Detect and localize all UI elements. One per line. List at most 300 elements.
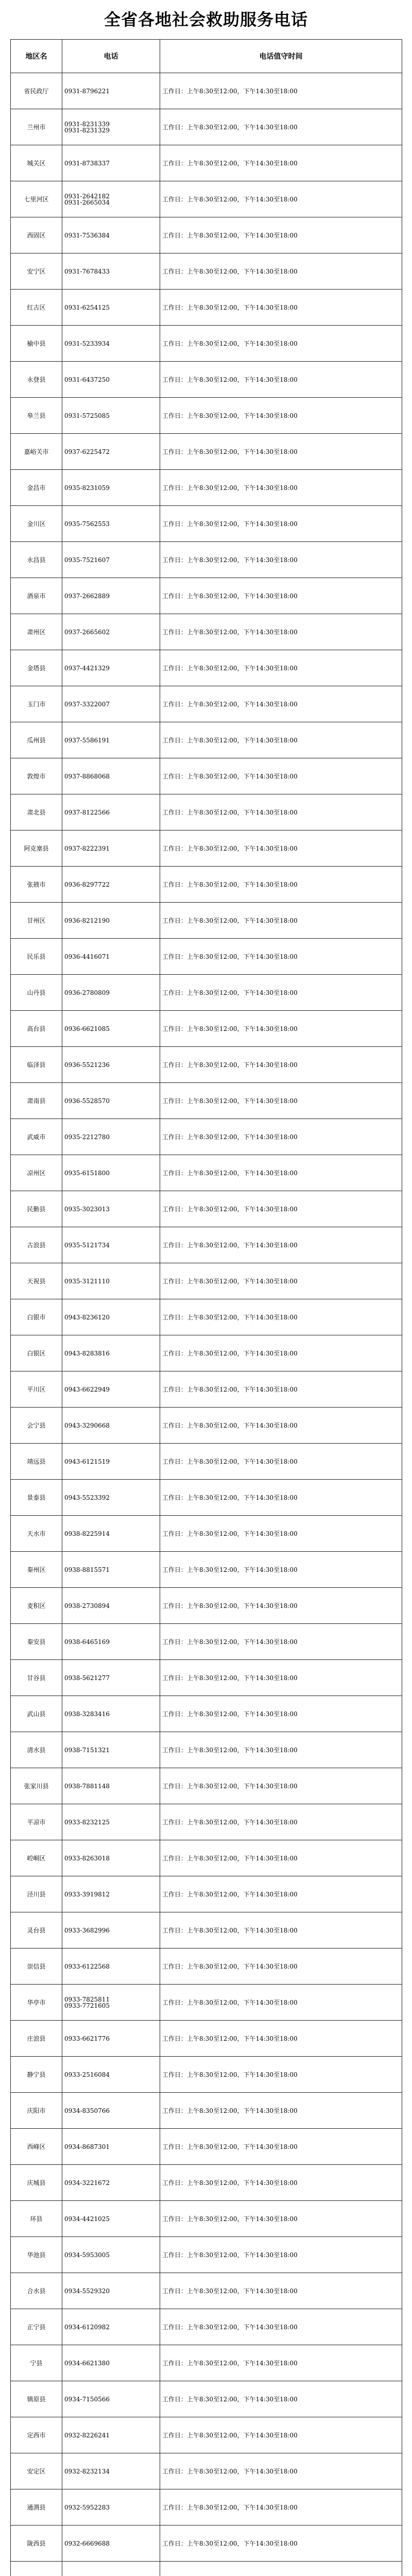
phone-cell <box>62 2526 160 2562</box>
phone-number[interactable]: 0943-8283816 <box>64 1349 110 1357</box>
region-name: 泾川县 <box>11 1876 62 1912</box>
region-name: 陇西县 <box>11 2526 62 2562</box>
phone-number[interactable]: 0936-5528570 <box>64 1097 110 1105</box>
table-row <box>11 1660 402 1696</box>
region-name: 古浪县 <box>11 1227 62 1263</box>
table-row <box>11 1552 402 1588</box>
phone-number[interactable]: 0934-5953005 <box>64 2251 110 2259</box>
phone-cell <box>62 1408 160 1444</box>
region-name: 环县 <box>11 2201 62 2237</box>
table-row <box>11 578 402 614</box>
service-hours: 工作日：上午8:30至12:00，下午14:30至18:00 <box>160 794 402 831</box>
table-row <box>11 2093 402 2129</box>
service-hours: 工作日：上午8:30至12:00，下午14:30至18:00 <box>160 1299 402 1335</box>
service-hours: 工作日：上午8:30至12:00，下午14:30至18:00 <box>160 326 402 362</box>
table-body <box>11 73 402 2576</box>
phone-cell <box>62 2093 160 2129</box>
table-row <box>11 217 402 253</box>
table-row <box>11 2381 402 2417</box>
region-name: 省民政厅 <box>11 73 62 109</box>
phone-cell <box>62 1552 160 1588</box>
phone-cell <box>62 794 160 831</box>
region-name: 灵台县 <box>11 1912 62 1948</box>
table-row <box>11 1804 402 1840</box>
table-row <box>11 470 402 506</box>
phone-number[interactable]: 0933-6621776 <box>64 2035 110 2042</box>
phone-number[interactable]: 0936-2780809 <box>64 989 110 996</box>
service-hours: 工作日：上午8:30至12:00，下午14:30至18:00 <box>160 2417 402 2453</box>
phone-cell <box>62 1516 160 1552</box>
phone-number[interactable]: 0936-6621085 <box>64 1025 110 1032</box>
phone-number[interactable]: 0937-3322007 <box>64 700 110 708</box>
table-row <box>11 2489 402 2526</box>
table-row <box>11 145 402 181</box>
table-row <box>11 1155 402 1191</box>
phone-number[interactable]: 0935-8231059 <box>64 484 110 492</box>
phone-number[interactable]: 0936-8297722 <box>64 880 110 888</box>
service-hours: 工作日：上午8:30至12:00，下午14:30至18:00 <box>160 1912 402 1948</box>
region-name: 华亭市 <box>11 1985 62 2021</box>
phone-number[interactable]: 0931-8796221 <box>64 87 110 95</box>
phone-number[interactable]: 0931-8231339 <box>64 120 110 128</box>
region-name: 张掖市 <box>11 867 62 903</box>
phone-cell <box>62 975 160 1011</box>
service-hours: 工作日：上午8:30至12:00，下午14:30至18:00 <box>160 2093 402 2129</box>
phone-cell <box>62 1335 160 1371</box>
service-hours: 工作日：上午8:30至12:00，下午14:30至18:00 <box>160 2057 402 2093</box>
region-name: 庄浪县 <box>11 2021 62 2057</box>
phone-cell <box>62 1444 160 1480</box>
phone-number[interactable]: 0943-6121519 <box>64 1458 110 1465</box>
table-row <box>11 290 402 326</box>
service-hours: 工作日：上午8:30至12:00，下午14:30至18:00 <box>160 758 402 794</box>
phone-number[interactable]: 0931-6254125 <box>64 303 110 311</box>
phone-number[interactable]: 0934-8687301 <box>64 2143 110 2150</box>
service-hours: 工作日：上午8:30至12:00，下午14:30至18:00 <box>160 1804 402 1840</box>
service-hours: 工作日：上午8:30至12:00，下午14:30至18:00 <box>160 1263 402 1299</box>
service-hours: 工作日：上午8:30至12:00，下午14:30至18:00 <box>160 1588 402 1624</box>
phone-number[interactable]: 0934-8350766 <box>64 2107 110 2114</box>
service-hours: 工作日：上午8:30至12:00，下午14:30至18:00 <box>160 2165 402 2201</box>
phone-cell <box>62 109 160 145</box>
service-hours: 工作日：上午8:30至12:00，下午14:30至18:00 <box>160 1876 402 1912</box>
region-name: 崆峒区 <box>11 1840 62 1876</box>
phone-cell <box>62 253 160 290</box>
table-row <box>11 1191 402 1227</box>
hotline-table <box>10 39 402 2576</box>
phone-number[interactable]: 0933-3919812 <box>64 1890 110 1898</box>
phone-number[interactable]: 0935-7521607 <box>64 556 110 564</box>
phone-cell <box>62 2021 160 2057</box>
table-row <box>11 939 402 975</box>
table-row <box>11 434 402 470</box>
region-name: 平凉市 <box>11 1804 62 1840</box>
region-name: 秦州区 <box>11 1552 62 1588</box>
phone-number[interactable]: 0933-8232125 <box>64 1818 110 1826</box>
phone-cell <box>62 1768 160 1804</box>
table-row <box>11 1768 402 1804</box>
phone-cell <box>62 326 160 362</box>
phone-cell <box>62 939 160 975</box>
phone-number[interactable]: 0933-2516084 <box>64 2071 110 2078</box>
table-row <box>11 1408 402 1444</box>
table-row <box>11 2021 402 2057</box>
phone-cell <box>62 2273 160 2309</box>
phone-cell <box>62 362 160 398</box>
table-row <box>11 1624 402 1660</box>
phone-number[interactable]: 0943-3290668 <box>64 1421 110 1429</box>
phone-number[interactable]: 0931-8231329 <box>64 126 110 134</box>
region-name: 镇原县 <box>11 2381 62 2417</box>
region-name: 山丹县 <box>11 975 62 1011</box>
region-name: 七里河区 <box>11 181 62 217</box>
region-name: 永登县 <box>11 362 62 398</box>
phone-number[interactable]: 0937-5586191 <box>64 736 110 744</box>
service-hours: 工作日：上午8:30至12:00，下午14:30至18:00 <box>160 1011 402 1047</box>
table-row <box>11 1299 402 1335</box>
region-name: 靖远县 <box>11 1444 62 1480</box>
region-name: 永昌县 <box>11 542 62 578</box>
phone-number[interactable]: 0931-6437250 <box>64 376 110 383</box>
table-row <box>11 867 402 903</box>
phone-number[interactable]: 0934-6120982 <box>64 2323 110 2331</box>
region-name: 通渭县 <box>11 2489 62 2526</box>
service-hours: 工作日：上午8:30至12:00，下午14:30至18:00 <box>160 614 402 650</box>
table-row <box>11 326 402 362</box>
region-name: 庆阳市 <box>11 2093 62 2129</box>
region-name: 阿克塞县 <box>11 831 62 867</box>
phone-number[interactable]: 0936-4416071 <box>64 953 110 960</box>
service-hours: 工作日：上午8:30至12:00，下午14:30至18:00 <box>160 1985 402 2021</box>
table-row <box>11 975 402 1011</box>
phone-cell <box>62 1696 160 1732</box>
phone-number[interactable]: 0932-5952283 <box>64 2503 110 2511</box>
phone-number[interactable]: 0935-3023013 <box>64 1205 110 1213</box>
phone-cell <box>62 2381 160 2417</box>
service-hours: 工作日：上午8:30至12:00，下午14:30至18:00 <box>160 2453 402 2489</box>
phone-number[interactable]: 0931-5725085 <box>64 412 110 419</box>
phone-number[interactable]: 0936-5521236 <box>64 1061 110 1069</box>
phone-number[interactable]: 0935-3121110 <box>64 1277 110 1285</box>
phone-cell <box>62 434 160 470</box>
region-name: 平川区 <box>11 1371 62 1408</box>
service-hours: 工作日：上午8:30至12:00，下午14:30至18:00 <box>160 2021 402 2057</box>
service-hours: 工作日：上午8:30至12:00，下午14:30至18:00 <box>160 2237 402 2273</box>
region-name: 金塔县 <box>11 650 62 686</box>
service-hours: 工作日：上午8:30至12:00，下午14:30至18:00 <box>160 686 402 722</box>
phone-number[interactable]: 0935-2212780 <box>64 1133 110 1141</box>
table-row <box>11 109 402 145</box>
table-row <box>11 73 402 109</box>
region-name: 甘州区 <box>11 903 62 939</box>
phone-number[interactable]: 0931-5233934 <box>64 340 110 347</box>
table-row <box>11 1480 402 1516</box>
phone-cell <box>62 1660 160 1696</box>
region-name: 金川区 <box>11 506 62 542</box>
phone-cell <box>62 1985 160 2021</box>
phone-cell <box>62 181 160 217</box>
table-row <box>11 2345 402 2381</box>
table-row <box>11 794 402 831</box>
region-name: 金昌市 <box>11 470 62 506</box>
phone-cell <box>62 1047 160 1083</box>
region-name: 民勤县 <box>11 1191 62 1227</box>
phone-number[interactable]: 0934-5529320 <box>64 2287 110 2295</box>
service-hours: 工作日：上午8:30至12:00，下午14:30至18:00 <box>160 1696 402 1732</box>
phone-number[interactable]: 0938-8815571 <box>64 1566 110 1573</box>
phone-cell <box>62 542 160 578</box>
phone-cell <box>62 1155 160 1191</box>
region-name: 皋兰县 <box>11 398 62 434</box>
region-name: 嘉峪关市 <box>11 434 62 470</box>
phone-number[interactable]: 0943-5523392 <box>64 1494 110 1501</box>
phone-number[interactable]: 0935-7562553 <box>64 520 110 528</box>
service-hours: 工作日：上午8:30至12:00，下午14:30至18:00 <box>160 1948 402 1985</box>
service-hours: 工作日：上午8:30至12:00，下午14:30至18:00 <box>160 2526 402 2562</box>
table-row <box>11 1263 402 1299</box>
phone-cell <box>62 1191 160 1227</box>
phone-cell <box>62 758 160 794</box>
service-hours: 工作日：上午8:30至12:00，下午14:30至18:00 <box>160 2309 402 2345</box>
table-row <box>11 1227 402 1263</box>
region-name: 清水县 <box>11 1732 62 1768</box>
region-name: 肃北县 <box>11 794 62 831</box>
table-row <box>11 1083 402 1119</box>
table-row <box>11 1840 402 1876</box>
service-hours: 工作日：上午8:30至12:00，下午14:30至18:00 <box>160 253 402 290</box>
phone-number[interactable]: 0937-8868068 <box>64 772 110 780</box>
service-hours: 工作日：上午8:30至12:00，下午14:30至18:00 <box>160 290 402 326</box>
phone-number[interactable]: 0935-6151800 <box>64 1169 110 1177</box>
phone-number[interactable]: 0937-2665602 <box>64 628 110 636</box>
region-name: 临泽县 <box>11 1047 62 1083</box>
phone-cell <box>62 867 160 903</box>
phone-cell <box>62 1263 160 1299</box>
phone-number[interactable]: 0937-8222391 <box>64 844 110 852</box>
service-hours: 工作日：上午8:30至12:00，下午14:30至18:00 <box>160 1371 402 1408</box>
phone-cell <box>62 1011 160 1047</box>
region-name: 兰州市 <box>11 109 62 145</box>
table-row <box>11 1444 402 1480</box>
phone-cell <box>62 1624 160 1660</box>
table-header-row <box>11 40 402 73</box>
service-hours: 工作日：上午8:30至12:00，下午14:30至18:00 <box>160 2381 402 2417</box>
phone-number[interactable]: 0934-6621380 <box>64 2359 110 2367</box>
region-name: 甘谷县 <box>11 1660 62 1696</box>
service-hours: 工作日：上午8:30至12:00，下午14:30至18:00 <box>160 1335 402 1371</box>
service-hours: 工作日：上午8:30至12:00，下午14:30至18:00 <box>160 578 402 614</box>
table-row <box>11 1912 402 1948</box>
service-hours: 工作日：上午8:30至12:00，下午14:30至18:00 <box>160 217 402 253</box>
phone-cell <box>62 1588 160 1624</box>
phone-number[interactable]: 0933-7825811 <box>64 1995 110 2003</box>
phone-cell <box>62 2345 160 2381</box>
region-name: 天祝县 <box>11 1263 62 1299</box>
phone-cell <box>62 2453 160 2489</box>
region-name: 西固区 <box>11 217 62 253</box>
table-row <box>11 758 402 794</box>
phone-cell <box>62 2201 160 2237</box>
phone-cell <box>62 2129 160 2165</box>
table-row <box>11 1371 402 1408</box>
table-row <box>11 398 402 434</box>
region-name: 榆中县 <box>11 326 62 362</box>
service-hours: 工作日：上午8:30至12:00，下午14:30至18:00 <box>160 2129 402 2165</box>
region-name: 民乐县 <box>11 939 62 975</box>
phone-cell <box>62 722 160 758</box>
table-row <box>11 1876 402 1912</box>
table-row <box>11 1985 402 2021</box>
region-name: 华池县 <box>11 2237 62 2273</box>
table-row <box>11 2273 402 2309</box>
service-hours: 工作日：上午8:30至12:00，下午14:30至18:00 <box>160 109 402 145</box>
phone-cell <box>62 1299 160 1335</box>
service-hours: 工作日：上午8:30至12:00，下午14:30至18:00 <box>160 2489 402 2526</box>
table-row <box>11 2453 402 2489</box>
region-name: 敦煌市 <box>11 758 62 794</box>
phone-number[interactable]: 0933-8263018 <box>64 1854 110 1862</box>
phone-number[interactable]: 0933-6122568 <box>64 1962 110 1970</box>
phone-number[interactable]: 0943-6622949 <box>64 1385 110 1393</box>
phone-number[interactable]: 0937-8122566 <box>64 808 110 816</box>
phone-number[interactable]: 0938-6465169 <box>64 1638 110 1646</box>
table-row <box>11 1696 402 1732</box>
table-row <box>11 2129 402 2165</box>
table-row <box>11 2201 402 2237</box>
phone-cell <box>62 2562 160 2576</box>
table-row <box>11 506 402 542</box>
phone-number[interactable]: 0932-8232134 <box>64 2467 110 2475</box>
service-hours: 工作日：上午8:30至12:00，下午14:30至18:00 <box>160 181 402 217</box>
phone-number[interactable]: 0943-8236120 <box>64 1313 110 1321</box>
region-name: 凉州区 <box>11 1155 62 1191</box>
region-name: 宁县 <box>11 2345 62 2381</box>
table-row <box>11 2057 402 2093</box>
phone-cell <box>62 1912 160 1948</box>
region-name: 瓜州县 <box>11 722 62 758</box>
phone-number[interactable]: 0938-5621277 <box>64 1674 110 1682</box>
phone-cell <box>62 831 160 867</box>
phone-cell <box>62 650 160 686</box>
region-name: 安定区 <box>11 2453 62 2489</box>
phone-number[interactable]: 0938-2730894 <box>64 1602 110 1609</box>
phone-number[interactable]: 0932-6669688 <box>64 2539 110 2547</box>
service-hours: 工作日：上午8:30至12:00，下午14:30至18:00 <box>160 1119 402 1155</box>
region-name: 白银区 <box>11 1335 62 1371</box>
phone-number[interactable]: 0938-7881148 <box>64 1782 110 1790</box>
phone-number[interactable]: 0938-8225914 <box>64 1530 110 1537</box>
table-row <box>11 1047 402 1083</box>
phone-cell <box>62 2309 160 2345</box>
service-hours: 工作日：上午8:30至12:00，下午14:30至18:00 <box>160 2345 402 2381</box>
service-hours: 工作日：上午8:30至12:00，下午14:30至18:00 <box>160 2201 402 2237</box>
region-name: 玉门市 <box>11 686 62 722</box>
table-row <box>11 722 402 758</box>
phone-cell <box>62 470 160 506</box>
phone-number[interactable]: 0933-3682996 <box>64 1926 110 1934</box>
service-hours: 工作日：上午8:30至12:00，下午14:30至18:00 <box>160 1840 402 1876</box>
region-name: 安宁区 <box>11 253 62 290</box>
service-hours: 工作日：上午8:30至12:00，下午14:30至18:00 <box>160 1047 402 1083</box>
phone-number[interactable]: 0934-4421025 <box>64 2215 110 2223</box>
region-name: 天水市 <box>11 1516 62 1552</box>
service-hours: 工作日：上午8:30至12:00，下午14:30至18:00 <box>160 650 402 686</box>
phone-number[interactable]: 0934-7150566 <box>64 2395 110 2403</box>
region-name: 西峰区 <box>11 2129 62 2165</box>
header-hours: 电话值守时间 <box>160 40 402 73</box>
service-hours: 工作日：上午8:30至12:00，下午14:30至18:00 <box>160 939 402 975</box>
phone-number[interactable]: 0931-7536384 <box>64 231 110 239</box>
phone-cell <box>62 2489 160 2526</box>
table-row <box>11 2417 402 2453</box>
service-hours: 工作日：上午8:30至12:00，下午14:30至18:00 <box>160 1660 402 1696</box>
phone-number[interactable]: 0931-2642182 <box>64 192 110 200</box>
phone-cell <box>62 903 160 939</box>
phone-cell <box>62 2165 160 2201</box>
phone-number[interactable]: 0936-8212190 <box>64 917 110 924</box>
phone-number[interactable]: 0931-7678433 <box>64 267 110 275</box>
phone-number[interactable]: 0938-3283416 <box>64 1710 110 1718</box>
service-hours: 工作日：上午8:30至12:00，下午14:30至18:00 <box>160 1624 402 1660</box>
phone-number[interactable]: 0933-7721605 <box>64 2002 110 2009</box>
phone-number[interactable]: 0934-3221672 <box>64 2179 110 2187</box>
phone-number[interactable]: 0938-7151321 <box>64 1746 110 1754</box>
region-name: 景泰县 <box>11 1480 62 1516</box>
phone-cell <box>62 578 160 614</box>
phone-cell <box>62 1948 160 1985</box>
region-name: 红古区 <box>11 290 62 326</box>
phone-cell <box>62 145 160 181</box>
table-row <box>11 1588 402 1624</box>
service-hours: 工作日：上午8:30至12:00，下午14:30至18:00 <box>160 722 402 758</box>
phone-cell <box>62 506 160 542</box>
service-hours: 工作日：上午8:30至12:00，下午14:30至18:00 <box>160 1083 402 1119</box>
header-phone: 电话 <box>62 40 160 73</box>
region-name: 高台县 <box>11 1011 62 1047</box>
region-name: 静宁县 <box>11 2057 62 2093</box>
region-name: 白银市 <box>11 1299 62 1335</box>
phone-cell <box>62 290 160 326</box>
service-hours: 工作日：上午8:30至12:00，下午14:30至18:00 <box>160 145 402 181</box>
service-hours: 工作日：上午8:30至12:00，下午14:30至18:00 <box>160 2273 402 2309</box>
phone-cell <box>62 1732 160 1768</box>
service-hours: 工作日：上午8:30至12:00，下午14:30至18:00 <box>160 1480 402 1516</box>
service-hours: 工作日：上午8:30至12:00，下午14:30至18:00 <box>160 903 402 939</box>
phone-number[interactable]: 0932-8226241 <box>64 2431 110 2439</box>
phone-number[interactable]: 0937-2662889 <box>64 592 110 600</box>
service-hours: 工作日：上午8:30至12:00，下午14:30至18:00 <box>160 542 402 578</box>
service-hours: 工作日：上午8:30至12:00，下午14:30至18:00 <box>160 1768 402 1804</box>
service-hours: 工作日：上午8:30至12:00，下午14:30至18:00 <box>160 1155 402 1191</box>
region-name: 崇信县 <box>11 1948 62 1985</box>
phone-cell <box>62 2057 160 2093</box>
region-name: 定西市 <box>11 2417 62 2453</box>
table-row <box>11 650 402 686</box>
service-hours: 工作日：上午8:30至12:00，下午14:30至18:00 <box>160 1191 402 1227</box>
table-row <box>11 1119 402 1155</box>
service-hours: 工作日：上午8:30至12:00，下午14:30至18:00 <box>160 434 402 470</box>
phone-number[interactable]: 0931-8738337 <box>64 159 110 167</box>
region-name: 肃州区 <box>11 614 62 650</box>
phone-number[interactable]: 0937-4421329 <box>64 664 110 672</box>
service-hours: 工作日：上午8:30至12:00，下午14:30至18:00 <box>160 470 402 506</box>
phone-number[interactable]: 0935-5121734 <box>64 1241 110 1249</box>
phone-cell <box>62 2417 160 2453</box>
service-hours <box>160 2562 402 2576</box>
service-hours: 工作日：上午8:30至12:00，下午14:30至18:00 <box>160 1408 402 1444</box>
phone-number[interactable]: 0937-6225472 <box>64 448 110 455</box>
phone-number[interactable]: 0931-2665034 <box>64 198 110 206</box>
